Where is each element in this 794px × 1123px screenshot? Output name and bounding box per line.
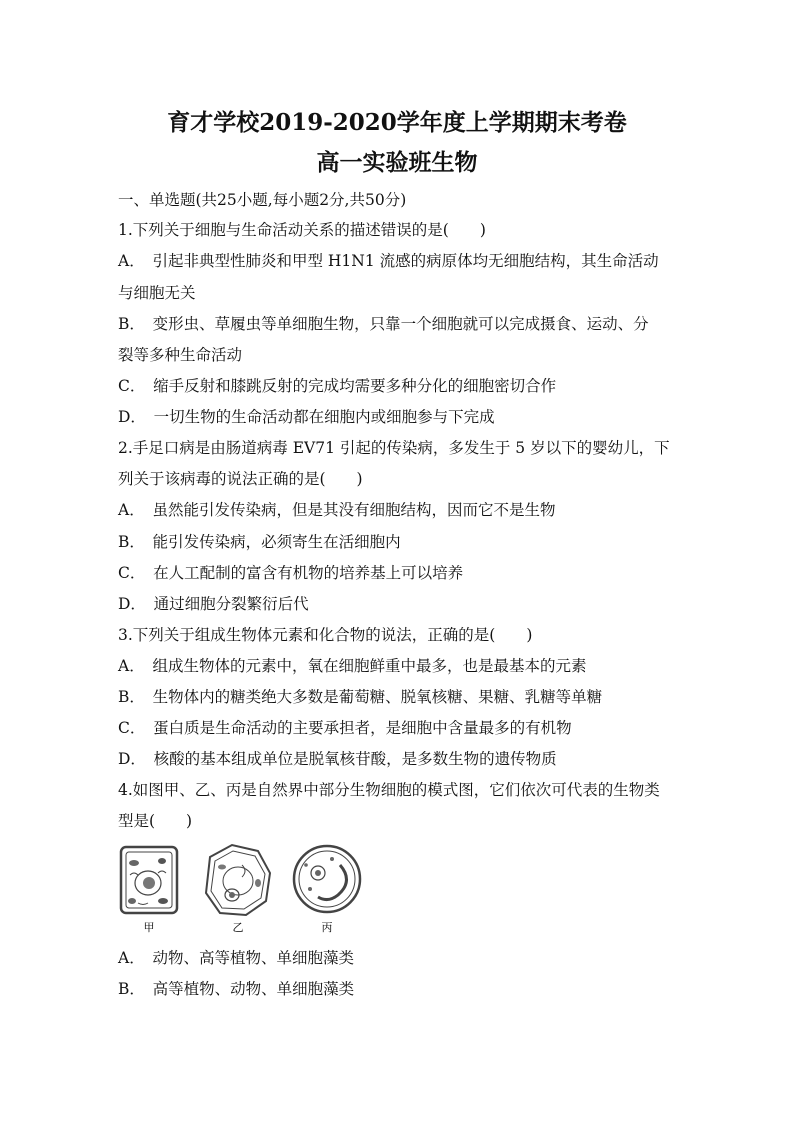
q2-option-d: D． 通过细胞分裂繁衍后代: [118, 595, 309, 613]
fig-label-jia: 甲: [143, 921, 155, 934]
section-heading: 一、单选题(共25小题,每小题2分,共50分): [118, 191, 407, 209]
q3-option-d: D． 核酸的基本组成单位是脱氧核苷酸，是多数生物的遗传物质: [118, 750, 557, 768]
q4-option-a: A． 动物、高等植物、单细胞藻类: [118, 949, 354, 967]
page-title: 育才学校2019-2020学年度上学期期末考卷: [167, 109, 627, 136]
q3-option-a: A． 组成生物体的元素中，氧在细胞鲜重中最多，也是最基本的元素: [118, 657, 587, 675]
q3-stem: 3.下列关于组成生物体元素和化合物的说法，正确的是( ): [118, 626, 533, 644]
q2-option-c: C． 在人工配制的富含有机物的培养基上可以培养: [118, 564, 464, 582]
q2-stem-cont: 列关于该病毒的说法正确的是( ): [118, 470, 363, 488]
cell-jia-diagram: [121, 847, 177, 913]
cell-bing-diagram: [294, 846, 360, 912]
fig-label-yi: 乙: [232, 921, 244, 934]
q3-option-b: B． 生物体内的糖类绝大多数是葡萄糖、脱氧核糖、果糖、乳糖等单糖: [118, 688, 603, 706]
q4-option-b: B． 高等植物、动物、单细胞藻类: [118, 980, 355, 998]
q1-stem: 1.下列关于细胞与生命活动关系的描述错误的是( ): [118, 221, 486, 239]
q1-option-b-cont: 裂等多种生命活动: [118, 346, 243, 364]
q1-option-a-cont: 与细胞无关: [118, 284, 196, 302]
fig-label-bing: 丙: [321, 921, 333, 934]
q2-stem: 2.手足口病是由肠道病毒 EV71 引起的传染病，多发生于 5 岁以下的婴幼儿，下: [118, 439, 670, 457]
cell-yi-diagram: [206, 845, 270, 915]
q2-option-a: A． 虽然能引发传染病，但是其没有细胞结构，因而它不是生物: [118, 501, 556, 519]
q1-option-a: A． 引起非典型性肺炎和甲型 H1N1 流感的病原体均无细胞结构，其生命活动: [118, 252, 659, 270]
q3-option-c: C． 蛋白质是生命活动的主要承担者，是细胞中含量最多的有机物: [118, 719, 572, 737]
q4-stem-cont: 型是( ): [118, 812, 193, 830]
q1-option-d: D． 一切生物的生命活动都在细胞内或细胞参与下完成: [118, 408, 495, 426]
page-subtitle: 高一实验班生物: [316, 149, 478, 176]
q4-stem: 4.如图甲、乙、丙是自然界中部分生物细胞的模式图，它们依次可代表的生物类: [118, 781, 660, 799]
cell-diagrams-figure: [118, 843, 378, 935]
q2-option-b: B． 能引发传染病，必须寄生在活细胞内: [118, 533, 401, 551]
q1-option-b: B． 变形虫、草履虫等单细胞生物，只靠一个细胞就可以完成摄食、运动、分: [118, 315, 649, 333]
q1-option-c: C． 缩手反射和膝跳反射的完成均需要多种分化的细胞密切合作: [118, 377, 557, 395]
